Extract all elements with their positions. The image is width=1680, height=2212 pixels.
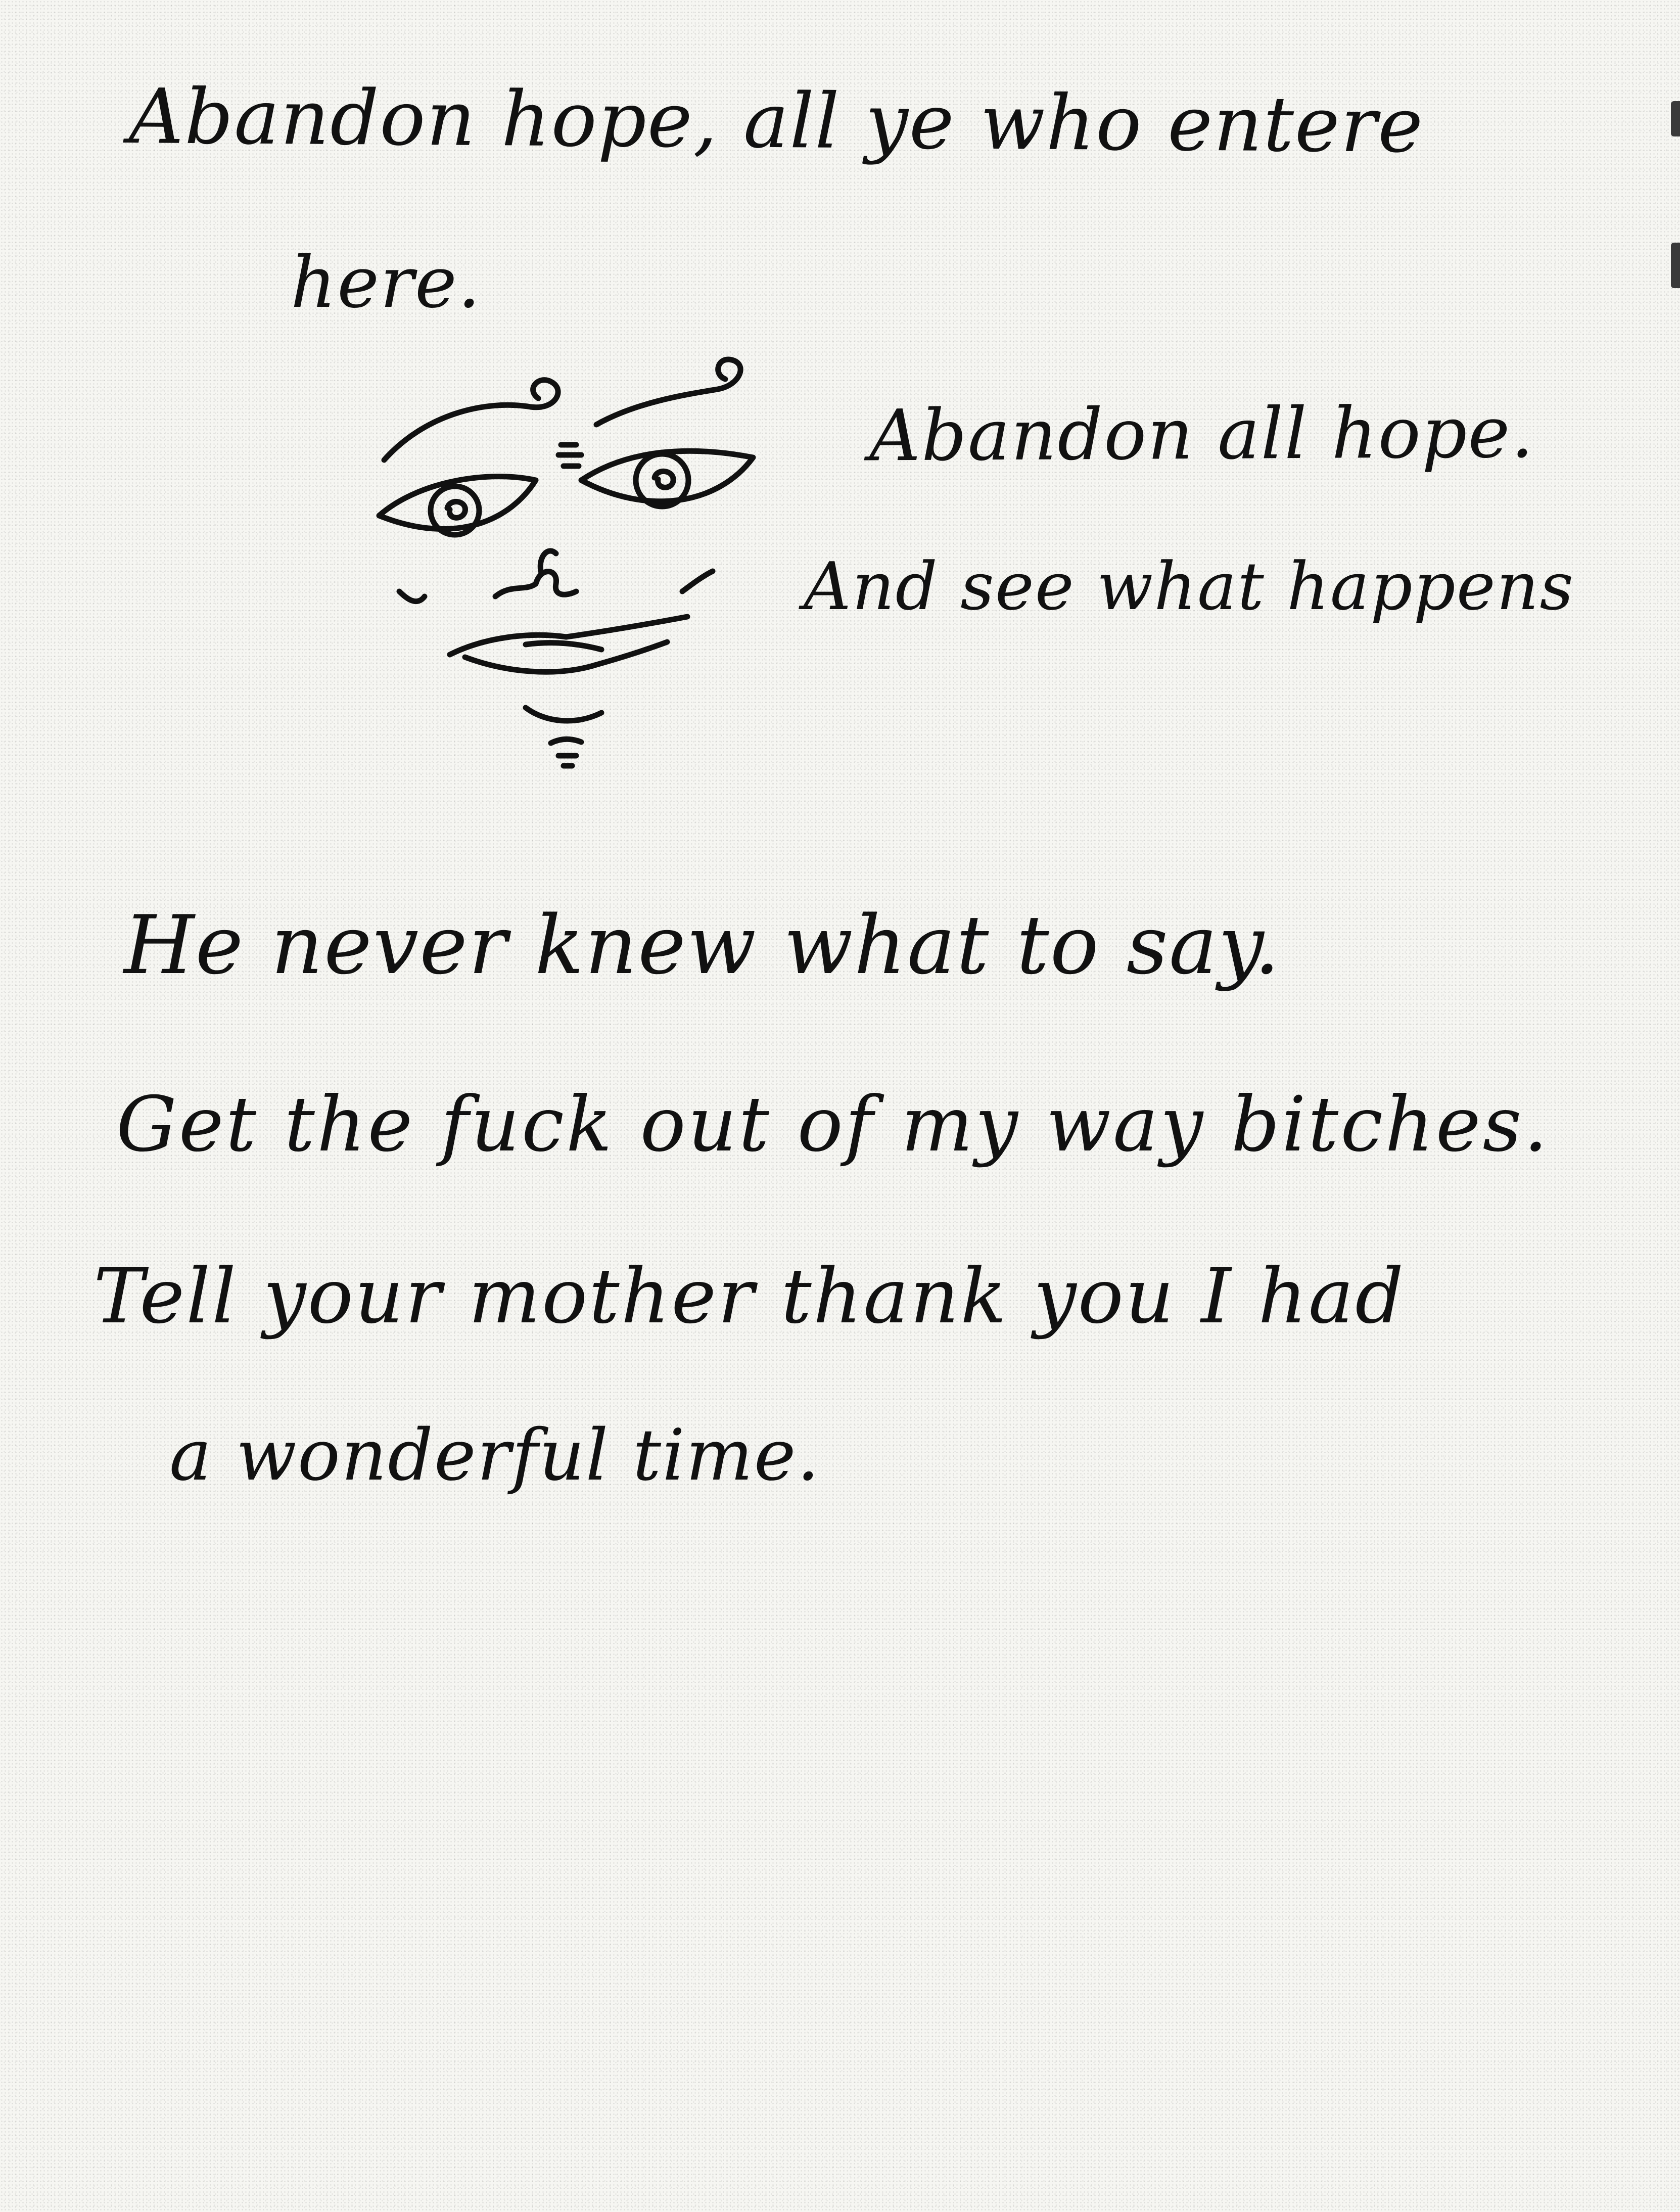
handwritten-line-4: And see what happens: [804, 548, 1575, 625]
handwritten-line-3: Abandon all hope.: [869, 391, 1535, 478]
handwritten-line-7: Tell your mother thank you I had: [94, 1253, 1406, 1341]
handwritten-line-1: Abandon hope, all ye who entere: [128, 73, 1424, 170]
handwritten-line-2: here.: [291, 242, 482, 324]
handwritten-line-6: Get the fuck out of my way bitches.: [116, 1081, 1550, 1169]
face-doodle-icon: [364, 354, 778, 784]
page-edge-mark: [1671, 243, 1680, 288]
handwritten-line-8: a wonderful time.: [169, 1414, 821, 1497]
handwritten-line-5: He never knew what to say.: [124, 898, 1281, 992]
page-edge-mark: [1671, 101, 1680, 136]
